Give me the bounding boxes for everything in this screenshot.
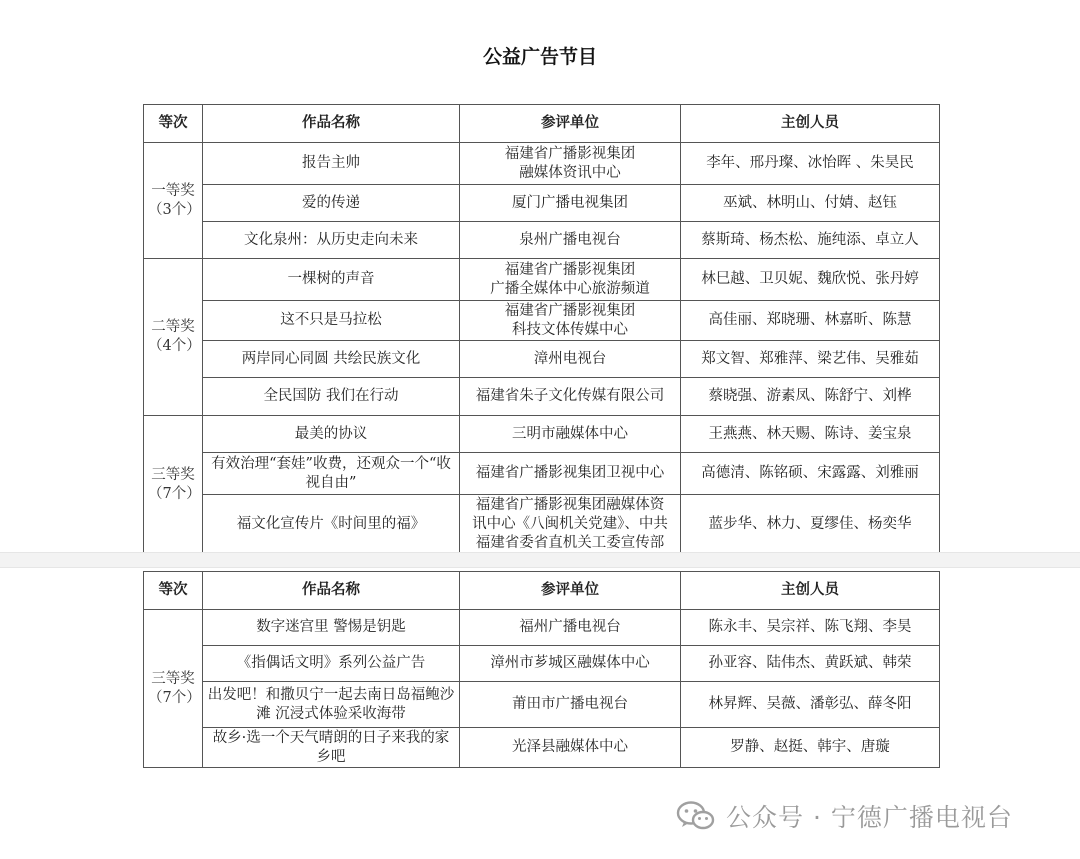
table-row (144, 610, 940, 646)
level-count: （7个） (148, 486, 201, 502)
unit-line: 讯中心《八闽机关党建》、中共 (472, 516, 668, 532)
level-cell (144, 259, 203, 416)
level-label: 三等奖 (151, 467, 195, 483)
creators: 高佳丽、郑晓珊、林嘉昕、陈慧 (681, 301, 940, 341)
work-name: 一棵树的声音 (203, 259, 460, 301)
unit-line: 福建省广播影视集团 (504, 261, 636, 278)
page-title: 公益广告节目 (482, 46, 597, 68)
unit-cell: 福建省广播影视集团卫视中心 (460, 453, 681, 495)
table-row (144, 646, 940, 682)
unit-line: 广播全媒体中心旅游频道 (490, 280, 650, 297)
table-row (144, 259, 940, 301)
level-label: 三等奖 (151, 670, 195, 687)
unit-line: 融媒体资讯中心 (519, 164, 621, 181)
creators: 林昇辉、吴薇、潘彰弘、薛冬阳 (681, 682, 940, 728)
header-unit: 参评单位 (460, 572, 681, 610)
unit-line: 福建省委省直机关工委宣传部 (475, 535, 665, 551)
creators: 蓝步华、林力、夏缪佳、杨奕华 (681, 495, 940, 555)
header-creators: 主创人员 (681, 105, 940, 143)
table-row (144, 222, 940, 259)
award-table-2 (143, 571, 940, 768)
header-creators: 主创人员 (681, 572, 940, 610)
work-name: 出发吧！和撒贝宁一起去南日岛福鲍沙滩 沉浸式体验采收海带 (203, 682, 460, 728)
unit-cell: 莆田市广播电视台 (460, 682, 681, 728)
header-unit: 参评单位 (460, 105, 681, 143)
creators: 王燕燕、林天赐、陈诗、姜宝泉 (681, 416, 940, 453)
work-name: 全民国防 我们在行动 (203, 378, 460, 416)
work-name: 最美的协议 (203, 416, 460, 453)
table-row (144, 185, 940, 222)
work-name: 这不只是马拉松 (203, 301, 460, 341)
unit-cell: 福建省朱子文化传媒有限公司 (460, 378, 681, 416)
work-name: 爱的传递 (203, 185, 460, 222)
creators: 蔡斯琦、杨杰松、施纯添、卓立人 (681, 222, 940, 259)
table-row (144, 728, 940, 768)
unit-line: 福建省广播影视集团 (504, 145, 636, 162)
creators: 陈永丰、吴宗祥、陈飞翔、李昊 (681, 610, 940, 646)
watermark (676, 794, 1013, 838)
unit-cell: 漳州电视台 (460, 341, 681, 378)
table-row (144, 301, 940, 341)
creators: 巫斌、林明山、付婧、赵钰 (681, 185, 940, 222)
table-row (144, 453, 940, 495)
unit-cell: 三明市融媒体中心 (460, 416, 681, 453)
creators: 郑文智、郑雅萍、梁艺伟、吴雅茹 (681, 341, 940, 378)
work-name: 福文化宣传片《时间里的福》 (203, 495, 460, 555)
level-count: （3个） (148, 201, 201, 218)
unit-cell: 福州广播电视台 (460, 610, 681, 646)
work-name: 文化泉州：从历史走向未来 (203, 222, 460, 259)
unit-line: 福建省广播影视集团 (504, 302, 636, 319)
unit-cell: 泉州广播电视台 (460, 222, 681, 259)
table-header-row (144, 105, 940, 143)
page-divider (0, 552, 1080, 568)
header-level: 等次 (144, 572, 203, 610)
work-name: 数字迷宫里 警惕是钥匙 (203, 610, 460, 646)
unit-cell: 漳州市芗城区融媒体中心 (460, 646, 681, 682)
level-count: （7个） (148, 689, 201, 706)
work-name: 故乡·选一个天气晴朗的日子来我的家乡吧 (203, 728, 460, 768)
unit-cell (460, 143, 681, 185)
unit-line: 福建省广播影视集团融媒体资 (475, 497, 665, 513)
award-table-1 (143, 104, 940, 555)
creators: 蔡晓强、游素凤、陈舒宁、刘桦 (681, 378, 940, 416)
table-row (144, 495, 940, 555)
unit-line: 科技文体传媒中心 (512, 321, 628, 338)
header-work-name: 作品名称 (203, 105, 460, 143)
table-row (144, 341, 940, 378)
unit-cell (460, 495, 681, 555)
work-name: 报告主帅 (203, 143, 460, 185)
creators: 高德清、陈铭硕、宋露露、刘雅丽 (681, 453, 940, 495)
creators: 罗静、赵挺、韩宇、唐璇 (681, 728, 940, 768)
wechat-icon (676, 800, 716, 832)
work-name: 两岸同心同圆 共绘民族文化 (203, 341, 460, 378)
header-level: 等次 (144, 105, 203, 143)
creators: 孙亚容、陆伟杰、黄跃斌、韩荣 (681, 646, 940, 682)
creators: 李年、邢丹璨、冰怡晖 、朱昊民 (681, 143, 940, 185)
work-name: 《指偶话文明》系列公益广告 (203, 646, 460, 682)
level-cell (144, 143, 203, 259)
unit-cell (460, 259, 681, 301)
table-row (144, 416, 940, 453)
level-cell (144, 610, 203, 768)
table-header-row (144, 572, 940, 610)
watermark-text: 公众号 · 宁德广播电视台 (726, 803, 1013, 832)
level-cell (144, 416, 203, 555)
level-count: （4个） (148, 338, 201, 354)
creators: 林巳越、卫贝妮、魏欣悦、张丹婷 (681, 259, 940, 301)
unit-cell (460, 301, 681, 341)
unit-cell: 光泽县融媒体中心 (460, 728, 681, 768)
work-name: 有效治理“套娃”收费，还观众一个“收视自由” (203, 453, 460, 495)
level-label: 一等奖 (151, 182, 195, 199)
unit-cell: 厦门广播电视集团 (460, 185, 681, 222)
table-row (144, 378, 940, 416)
header-work-name: 作品名称 (203, 572, 460, 610)
table-row (144, 682, 940, 728)
level-label: 二等奖 (151, 319, 195, 335)
table-row (144, 143, 940, 185)
